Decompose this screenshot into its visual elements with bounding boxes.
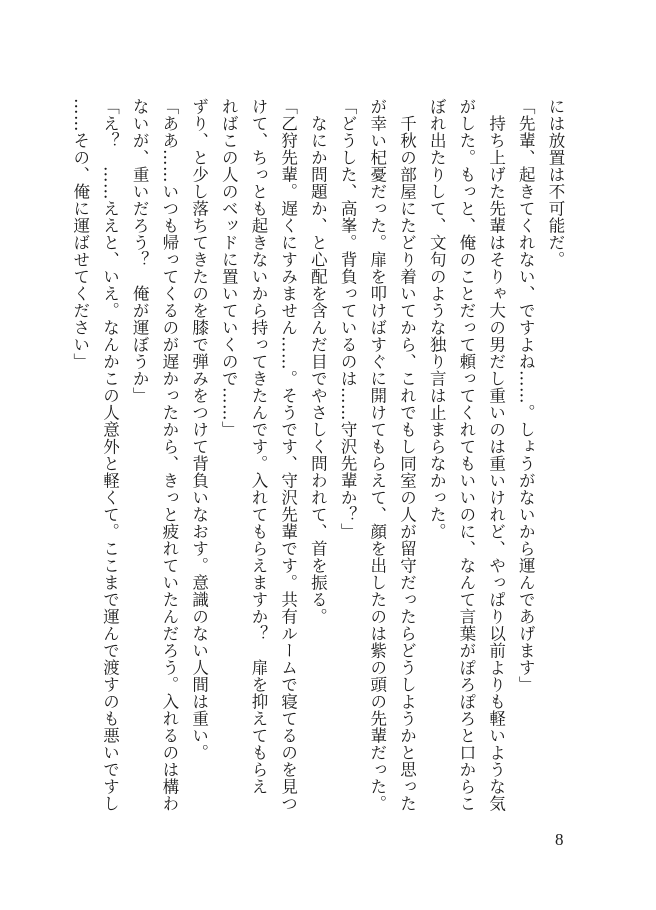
text-line: がした。もっと、俺のことだって頼ってくれてもいいのに、なんて言葉がぽろぽろと口からこ	[456, 98, 476, 812]
text-line: ないが、重いだろう？ 俺が運ぼうか」	[130, 98, 150, 404]
text-line: なにか問題か、と心配を含んだ目でやさしく問われて、首を振る。	[308, 98, 328, 625]
text-line: 「先輩、起きてくれない、ですよね……。しょうがないから運んであげます」	[516, 98, 536, 693]
text-line: ……その、俺に運ばせてください」	[70, 98, 90, 370]
text-line: ずり、と少し落ちてきたのを膝で弾みをつけて背負いなおす。意識のない人間は重い。	[189, 98, 209, 761]
text-line: が幸い杞憂だった。扉を叩けばすぐに開けてもらえて、顔を出したのは紫の頭の先輩だった。	[367, 98, 387, 812]
text-line: 「乙狩先輩。遅くにすみません……。そうです、守沢先輩です。共有ルームで寝てるのを見つ	[278, 98, 298, 812]
text-line: ぼれ出たりして、文句のような独り言は止まらなかった。	[427, 98, 447, 540]
vertical-text-body	[70, 98, 570, 850]
text-line: 「え？ ……ええと、いえ。なんかこの人意外と軽くて。ここまで運んで渡すのも悪いですし	[100, 98, 120, 812]
text-line: には放置は不可能だ。	[546, 98, 565, 268]
text-line: ればこの人のベッドに置いていくので……」	[219, 98, 239, 438]
text-line: 千秋の部屋にたどり着いてから、これでもし同室の人が留守だったらどうしようかと思った	[397, 98, 417, 812]
text-line: 「ああ……いつも帰ってくるのが遅かったから、きっと疲れていたんだろう。入れるのは構わ	[159, 98, 179, 812]
text-line: けて、ちっとも起きないから持ってきたんです。入れてもらえますか？ 扉を抑えてもらえ	[248, 98, 268, 795]
text-line: 持ち上げた先輩はそりゃ大の男だし重いのは重いけれど、やっぱり以前よりも軽いような気	[486, 98, 506, 812]
text-line: 「どうした、高峯。背負っているのは……守沢先輩か？」	[338, 98, 358, 540]
page-number: 8	[555, 830, 564, 849]
